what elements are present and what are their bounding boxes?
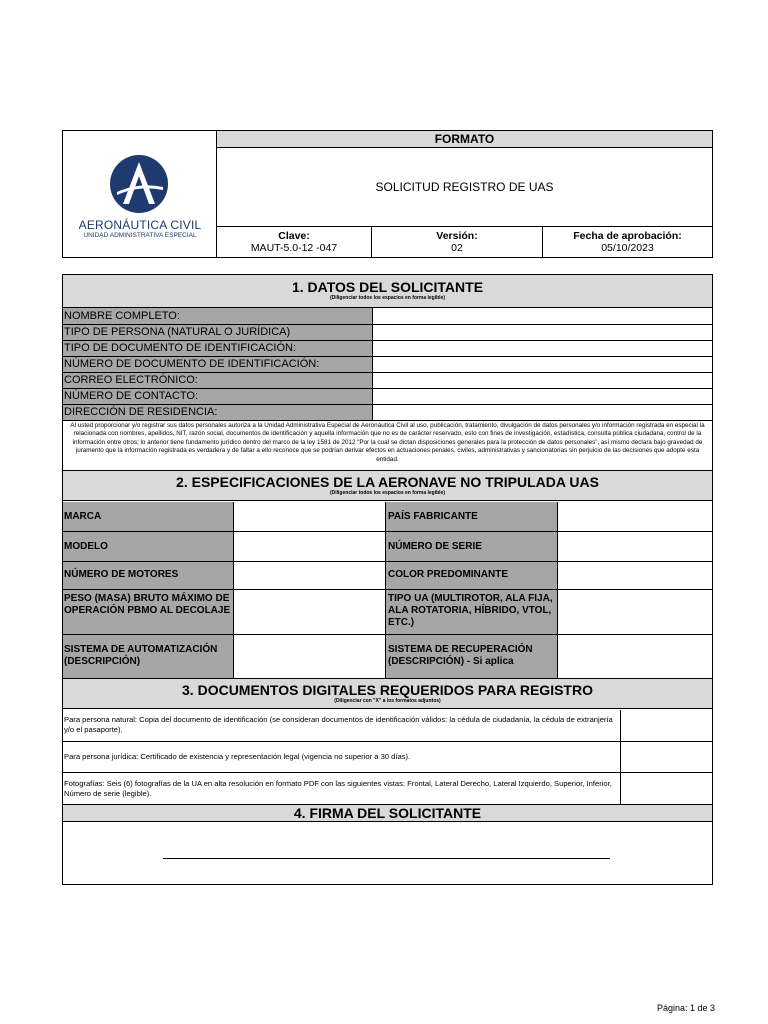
label-tipo-ua: TIPO UA (MULTIROTOR, ALA FIJA, ALA ROTATORIA, HÍBRIDO, VTOL, ETC.) [388,593,553,628]
input-pais-fabricante[interactable] [558,502,712,531]
input-modelo[interactable] [234,532,385,561]
field-label-tipo-persona: TIPO DE PERSONA (NATURAL O JURÍDICA) [63,324,372,340]
aerocivil-logo-icon [109,154,169,214]
clave-value: MAUT-5.0-12 -047 [250,242,338,254]
doc-persona-natural: Para persona natural: Copia del documento de identificación (se consideran documentos de identificación válidos: la cédula de ciudadanía, la cédula de extranjería y/o el pasaporte). [64,715,613,734]
label-numero-motores: NÚMERO DE MOTORES [64,569,179,580]
divider [63,356,712,357]
label-marca: MARCA [64,511,102,522]
section-3-header [63,679,712,709]
registration-form [62,274,713,885]
section-1-header [63,275,712,308]
divider [63,531,712,532]
checkbox-fotografias[interactable] [621,773,712,804]
label-sistema-automatizacion: SISTEMA DE AUTOMATIZACIÓN (DESCRIPCIÓN) [64,644,218,667]
section-2-subtitle: (Diligenciar todos los espacios en forma legible) [329,490,446,496]
section-3-subtitle: (Diligenciar con "X" a los formatos adjuntos) [334,698,441,704]
label-pbmo: PESO (MASA) BRUTO MÁXIMO DE OPERACIÓN PBMO AL DECOLAJE [64,593,231,616]
input-nombre[interactable] [373,308,712,324]
logo-cell [63,131,217,257]
section-2-title: 2. ESPECIFICACIONES DE LA AERONAVE NO TRIPULADA UAS [176,474,599,490]
form-title: SOLICITUD REGISTRO DE UAS [217,148,712,227]
divider [63,589,712,590]
divider [557,502,558,678]
field-label-contacto: NÚMERO DE CONTACTO: [63,388,372,404]
divider [63,340,712,341]
section-3-title: 3. DOCUMENTOS DIGITALES REQUERIDOS PARA REGISTRO [182,682,593,698]
input-numero-documento[interactable] [373,356,712,372]
signature-line [163,858,610,859]
divider [63,388,712,389]
label-color: COLOR PREDOMINANTE [388,569,508,580]
input-tipo-documento[interactable] [373,340,712,356]
divider [63,420,712,421]
version-cell [372,227,543,257]
fecha-cell [543,227,712,257]
version-value: 02 [451,242,463,254]
divider [63,561,712,562]
input-sistema-automatizacion[interactable] [234,635,385,678]
label-pais-fabricante: PAÍS FABRICANTE [388,511,478,522]
label-modelo: MODELO [64,541,108,552]
field-label-tipo-documento: TIPO DE DOCUMENTO DE IDENTIFICACIÓN: [63,340,372,356]
doc-fotografias: Fotografías: Seis (6) fotografías de la UA en alta resolución en formato PDF con las siguientes vistas: Frontal, Lateral Derecho, Lateral Izquierdo, Superior, Inferior, Número de serie (legible). [64,779,612,798]
input-numero-serie[interactable] [558,532,712,561]
input-sistema-recuperacion[interactable] [558,635,712,678]
field-label-numero-documento: NÚMERO DE DOCUMENTO DE IDENTIFICACIÓN: [63,356,372,372]
label-sistema-recuperacion: SISTEMA DE RECUPERACIÓN (DESCRIPCIÓN) - Si aplica [388,644,533,667]
formato-label: FORMATO [217,131,712,148]
input-color[interactable] [558,562,712,589]
input-direccion[interactable] [373,404,712,420]
clave-cell [217,227,372,257]
input-correo[interactable] [373,372,712,388]
doc-persona-juridica: Para persona jurídica: Certificado de existencia y representación legal (vigencia no superior a 30 días). [64,752,411,761]
logo-name: AERONÁUTICA CIVIL [78,218,202,232]
label-numero-serie: NÚMERO DE SERIE [388,541,482,552]
divider [63,634,712,635]
input-contacto[interactable] [373,388,712,404]
page-number: Página: 1 de 3 [656,1003,715,1013]
section-1-title: 1. DATOS DEL SOLICITANTE [291,279,484,295]
field-label-direccion: DIRECCIÓN DE RESIDENCIA: [63,404,372,420]
logo-subtitle: UNIDAD ADMINISTRATIVA ESPECIAL [83,232,197,239]
fecha-value: 05/10/2023 [601,242,654,254]
divider [63,404,712,405]
section-4-header [63,805,712,822]
section-1-subtitle: (Diligenciar todos los espacios en forma legible) [329,295,446,301]
divider [620,710,621,804]
section-2-header [63,471,712,501]
divider [63,741,712,742]
divider [385,502,386,678]
section-4-title: 4. FIRMA DEL SOLICITANTE [293,805,482,821]
clave-label: Clave: [278,230,310,242]
input-tipo-ua[interactable] [558,590,712,634]
checkbox-persona-juridica[interactable] [621,742,712,772]
field-label-correo: CORREO ELECTRÓNICO: [63,372,372,388]
input-marca[interactable] [234,502,385,531]
divider [63,772,712,773]
divider [372,308,373,420]
input-pbmo[interactable] [234,590,385,634]
checkbox-persona-natural[interactable] [621,710,712,741]
privacy-disclaimer: Al usted proporcionar y/o registrar sus datos personales autoriza a la Unidad Administrativa Especial de Aeronáutica Civil al uso, publicación, tratamiento, divulgación de datos personales y/o información registrada en especial la relacionada con nombres, apellidos, NIT, razón social, documentos de identificación y aquella información que no es de carácter reservado, esto con fines de investigación, estadística, consulta pública ciudadana, control de la información entre otros; lo anterior tiene fundamento jurídico dentro del marco de la ley 1581 de 2012 “Por la cual se dictan disposiciones generales para la protección de datos personales”, así mismo declara bajo gravedad de juramento que la información registrada es verdadera y de faltar a ello reconoce que se podrían derivar efectos en actuaciones penales, civiles, administrativas y sancionatorias sin perjuicio de las decisiones que adopte esta entidad. [70,422,705,463]
divider [233,502,234,678]
input-numero-motores[interactable] [234,562,385,589]
signature-area[interactable] [63,823,712,884]
divider [63,372,712,373]
fecha-label: Fecha de aprobación: [573,230,682,242]
input-tipo-persona[interactable] [373,324,712,340]
divider [63,324,712,325]
document-header [62,130,713,258]
version-label: Versión: [436,230,478,242]
field-label-nombre: NOMBRE COMPLETO: [63,308,372,324]
